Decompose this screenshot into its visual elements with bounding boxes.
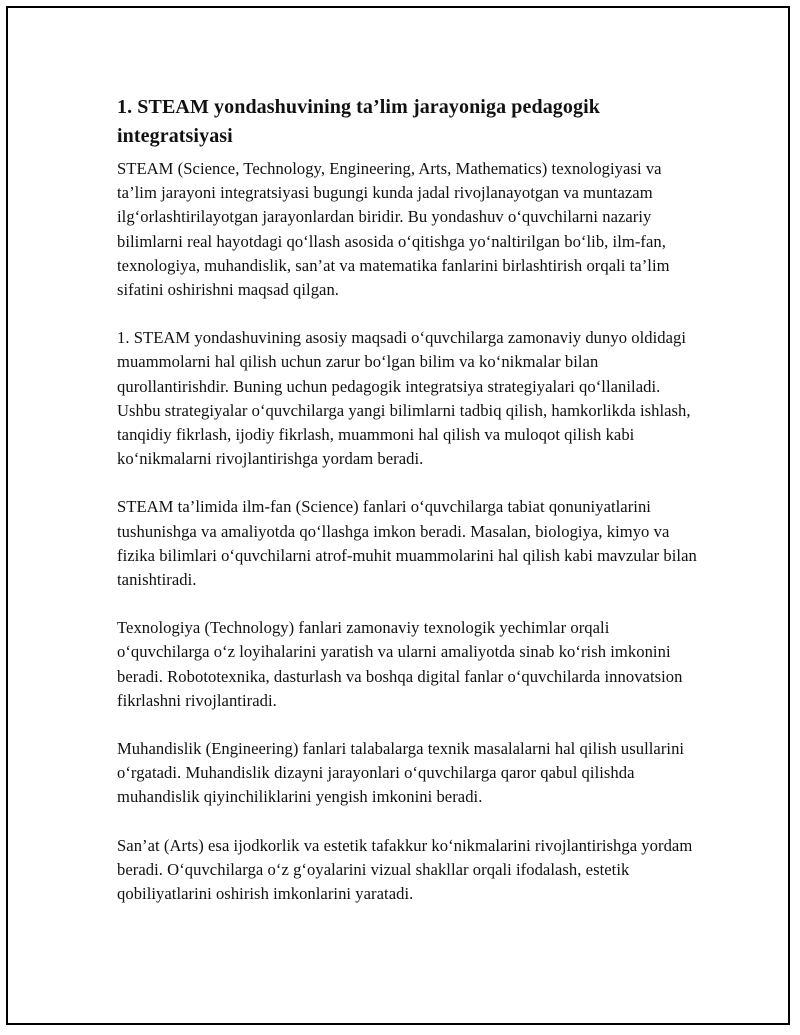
paragraph-engineering: Muhandislik (Engineering) fanlari talabalarga texnik masalalarni hal qilish usullarini o‘rgatadi. Muhandislik dizayni jarayonlari o‘quvchilarga qaror qabul qilishda muhandislik qiyinchiliklarini yengish imkonini beradi. [117,739,685,807]
paragraph-technology: Texnologiya (Technology) fanlari zamonaviy texnologik yechimlar orqali o‘quvchilarga o‘z loyihalarini yaratish va ularni amaliyotda sinab ko‘rish imkonini beradi. Robototexnika, dasturlash va boshqa digital fanlar o‘quvchilarda innovatsion fikrlashni rivojlantiradi. [117,618,683,710]
paragraph-main-goal: 1. STEAM yondashuvining asosiy maqsadi o‘quvchilarga zamonaviy dunyo oldidagi muammolarni hal qilish uchun zarur bo‘lgan bilim va ko‘nikmalar bilan qurollantirishdir. Buning uchun pedagogik integratsiya strategiyalari qo‘llaniladi. Ushbu strategiyalar o‘quvchilarga yangi bilimlarni tadbiq qilish, hamkorlikda ishlash, tanqidiy fikrlash, ijodiy fikrlash, muammoni hal qilish va muloqot qilish kabi ko‘nikmalarni rivojlantirishga yordam beradi. [117,328,691,469]
paragraph-arts: San’at (Arts) esa ijodkorlik va estetik tafakkur ko‘nikmalarini rivojlantirishga yordam beradi. O‘quvchilarga o‘z g‘oyalarini vizual shakllar orqali ifodalash, estetik qobiliyatlarini oshirish imkonlarini yaratadi. [117,835,693,904]
paragraph-science: STEAM ta’limida ilm-fan (Science) fanlari o‘quvchilarga tabiat qonuniyatlarini tushunishga va amaliyotda qo‘llashga imkon beradi. Masalan, biologiya, kimyo va fizika bilimlari o‘quvchilarni atrof-muhit muammolarini hal qilish kabi mavzular bilan tanishtiradi. [117,497,697,590]
section-heading: 1. STEAM yondashuvining ta’lim jarayoniga pedagogik integratsiyasi [117,96,600,147]
document-body [117,93,697,906]
paragraph-intro: STEAM (Science, Technology, Engineering, Arts, Mathematics) texnologiyasi va ta’lim jarayoni integratsiyasi bugungi kunda jadal rivojlanayotgan va muntazam ilg‘orlashtirilayotgan jarayonlardan biridir. Bu yondashuv o‘quvchilarni nazariy bilimlarni real hayotdagi qo‘llash asosida o‘qitishga yo‘naltirilgan bo‘lib, ilm-fan, texnologiya, muhandislik, san’at va matematika fanlarini birlashtirish orqali ta’lim sifatini oshirishni maqsad qilgan. [117,159,670,300]
